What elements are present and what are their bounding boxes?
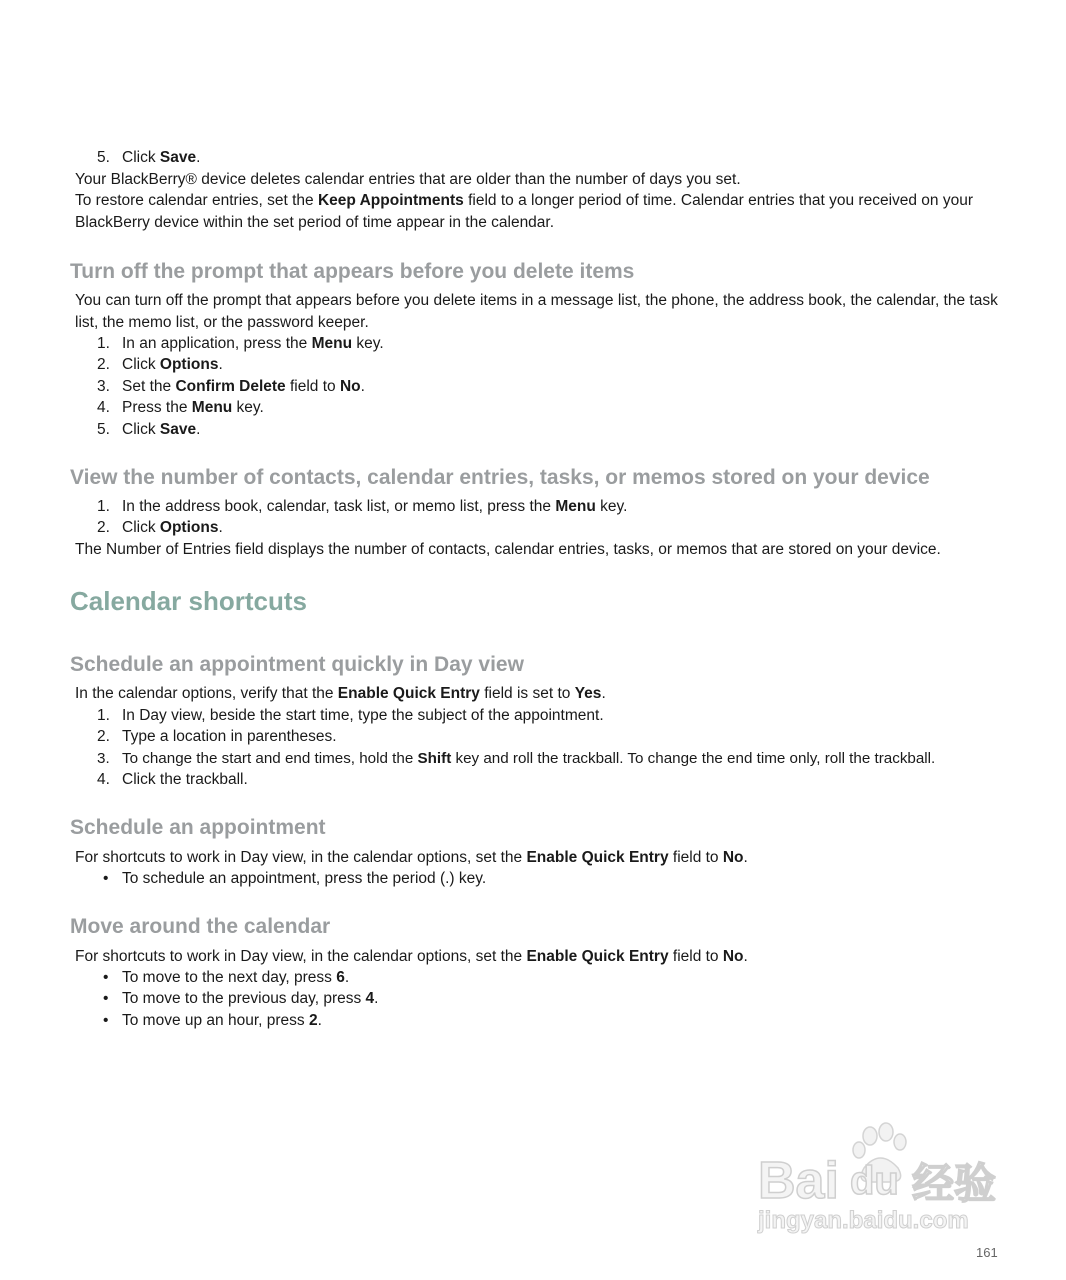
- step-list: [97, 496, 997, 539]
- list-item: 3. To change the start and end times, hold the Shift key and roll the trackball. To change the end time only, roll the trackball.: [97, 749, 936, 767]
- paragraph: To restore calendar entries, set the Keep Appointments field to a longer period of time. Calendar entries that you received on your BlackBerry device within the set period of time appear in the calendar.: [75, 192, 974, 231]
- section-heading: Schedule an appointment quickly in Day view: [70, 653, 524, 676]
- list-item: 3. Set the Confirm Delete field to No.: [97, 377, 365, 395]
- section-heading: Schedule an appointment: [70, 816, 326, 839]
- bullet-list: [103, 967, 1003, 1031]
- watermark-url: jingyan.baidu.com: [758, 1207, 969, 1234]
- list-item: 1. In the address book, calendar, task list, or memo list, press the Menu key.: [97, 498, 628, 515]
- paragraph: Your BlackBerry® device deletes calendar entries that are older than the number of days you set.: [75, 171, 741, 188]
- list-item: 5. Click Save.: [97, 149, 201, 166]
- list-item: 1. In an application, press the Menu key.: [97, 335, 384, 352]
- list-item: 1. In Day view, beside the start time, type the subject of the appointment.: [97, 707, 604, 724]
- list-item: • To move up an hour, press 2.: [103, 1011, 322, 1029]
- watermark-text-du: du: [850, 1159, 899, 1203]
- list-item: 5. Click Save.: [97, 420, 201, 438]
- page-number: 161: [976, 1245, 998, 1260]
- section-heading: View the number of contacts, calendar entries, tasks, or memos stored on your device: [70, 466, 930, 489]
- list-item: 4. Click the trackball.: [97, 771, 248, 789]
- list-item: 2. Type a location in parentheses.: [97, 728, 337, 746]
- paragraph: You can turn off the prompt that appears before you delete items in a message list, the phone, the address book, the calendar, the task list, the memo list, or the password keeper.: [75, 292, 998, 331]
- list-item: 4. Press the Menu key.: [97, 399, 264, 417]
- section-heading: Move around the calendar: [70, 915, 331, 938]
- chapter-heading: Calendar shortcuts: [70, 586, 307, 616]
- bullet-list: [103, 868, 1003, 889]
- step-list: [97, 333, 997, 440]
- paragraph: In the calendar options, verify that the Enable Quick Entry field is set to Yes.: [75, 685, 606, 702]
- list-item: • To move to the next day, press 6.: [103, 969, 350, 986]
- list-item: • To schedule an appointment, press the period (.) key.: [103, 870, 487, 887]
- list-item: 2. Click Options.: [97, 356, 223, 374]
- step-list: [97, 705, 997, 791]
- section-heading: Turn off the prompt that appears before you delete items: [70, 260, 635, 283]
- paragraph: The Number of Entries field displays the number of contacts, calendar entries, tasks, or memos that are stored on your device.: [75, 541, 941, 558]
- paragraph: For shortcuts to work in Day view, in the calendar options, set the Enable Quick Entry field to No.: [75, 948, 748, 965]
- watermark-text-bai: Bai: [758, 1152, 839, 1210]
- watermark-text-jingyan: 经验: [912, 1160, 997, 1207]
- baidu-watermark-logo: [752, 1120, 1002, 1235]
- list-item: 2. Click Options.: [97, 519, 223, 537]
- paragraph: For shortcuts to work in Day view, in the calendar options, set the Enable Quick Entry field to No.: [75, 849, 748, 866]
- list-item: • To move to the previous day, press 4.: [103, 990, 379, 1008]
- top-step-list: [97, 147, 997, 168]
